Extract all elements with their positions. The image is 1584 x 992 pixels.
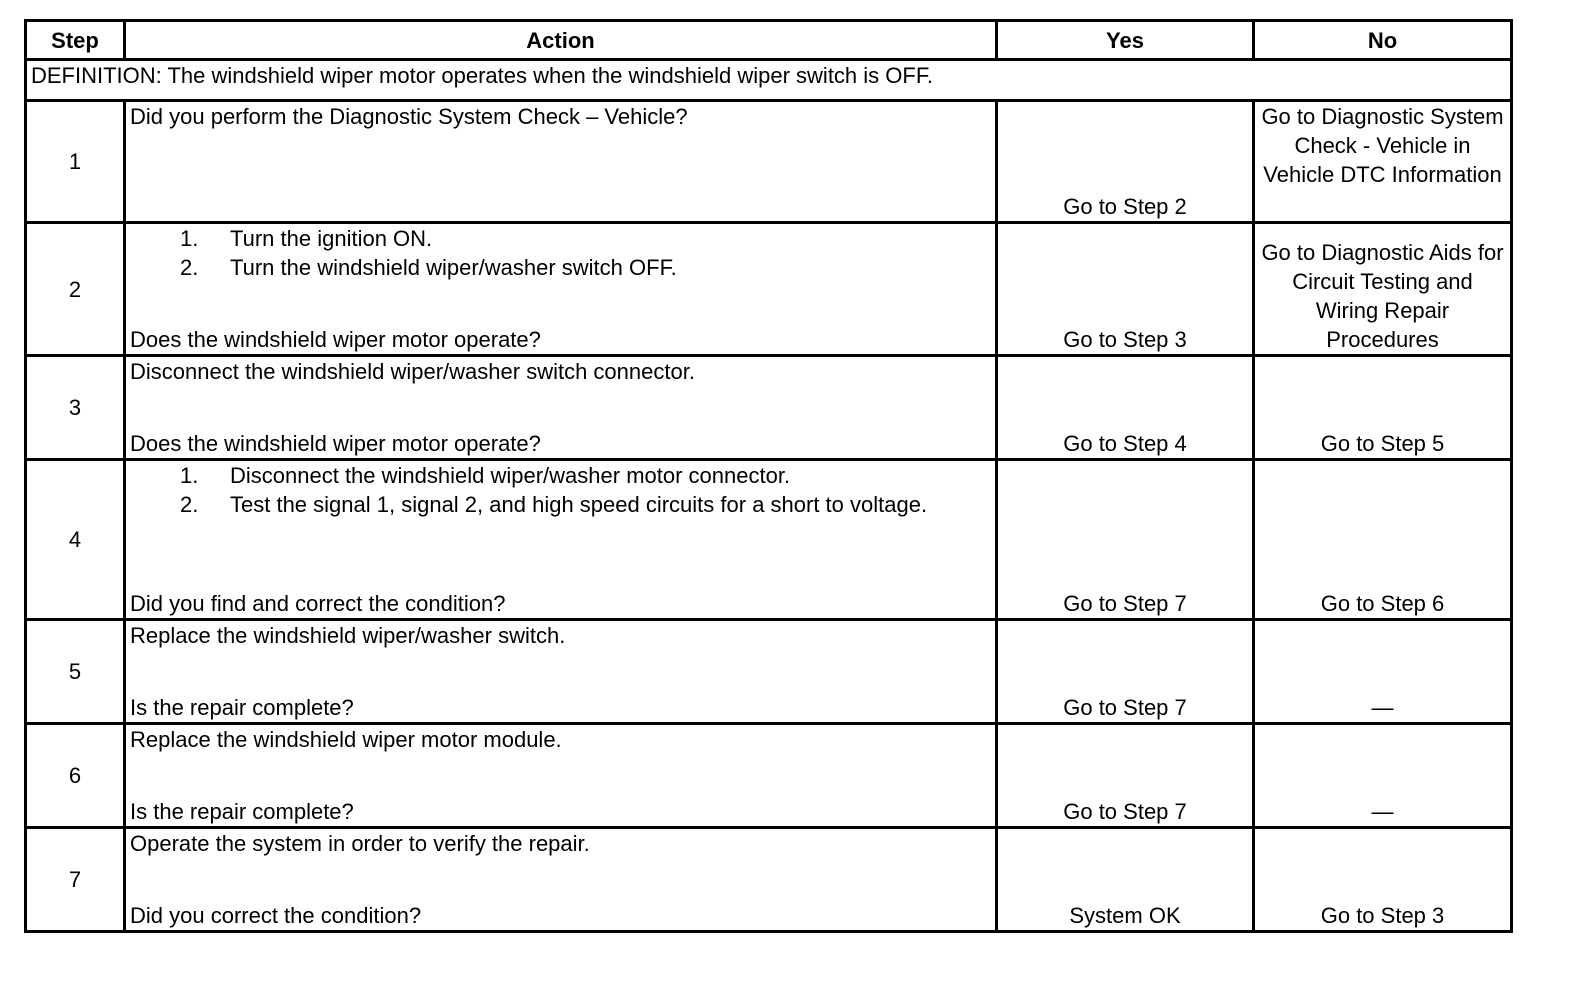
list-text: Turn the windshield wiper/washer switch OFF. — [230, 255, 677, 280]
action-cell — [125, 356, 997, 460]
action-question: Is the repair complete? — [130, 695, 354, 720]
list-text: Test the signal 1, signal 2, and high speed circuits for a short to voltage. — [230, 492, 928, 517]
step-number: 6 — [26, 724, 125, 828]
header-action: Action — [125, 21, 997, 60]
step-number: 7 — [26, 828, 125, 932]
action-cell — [125, 460, 997, 620]
yes-cell: Go to Step 2 — [997, 101, 1254, 223]
no-cell: — — [1254, 620, 1512, 724]
table-row — [26, 828, 1512, 932]
yes-cell: Go to Step 7 — [997, 460, 1254, 620]
header-row — [26, 21, 1512, 60]
action-cell — [125, 620, 997, 724]
step-number: 2 — [26, 223, 125, 356]
action-question: Is the repair complete? — [130, 799, 354, 824]
step-number: 5 — [26, 620, 125, 724]
action-question: Does the windshield wiper motor operate? — [130, 327, 541, 352]
table-row — [26, 223, 1512, 356]
table-row — [26, 356, 1512, 460]
list-number: 1. — [180, 463, 199, 488]
list-number: 1. — [180, 226, 199, 251]
list-number: 2. — [180, 492, 199, 517]
action-cell — [125, 101, 997, 223]
action-text: Replace the windshield wiper motor module. — [130, 727, 562, 752]
list-item — [180, 461, 991, 490]
header-yes: Yes — [997, 21, 1254, 60]
action-question: Did you find and correct the condition? — [130, 591, 506, 616]
no-cell: Go to Diagnostic Aids for Circuit Testing and Wiring Repair Procedures — [1254, 223, 1512, 356]
list-item — [180, 490, 991, 519]
definition-text: DEFINITION: The windshield wiper motor operates when the windshield wiper switch is OFF. — [26, 60, 1512, 101]
table-row — [26, 724, 1512, 828]
action-cell — [125, 724, 997, 828]
list-item — [180, 224, 991, 253]
action-text: Disconnect the windshield wiper/washer switch connector. — [130, 359, 695, 384]
action-list — [130, 224, 991, 282]
no-cell: Go to Step 5 — [1254, 356, 1512, 460]
action-text: Replace the windshield wiper/washer switch. — [130, 623, 566, 648]
yes-cell: Go to Step 7 — [997, 724, 1254, 828]
yes-cell: Go to Step 3 — [997, 223, 1254, 356]
yes-cell: Go to Step 7 — [997, 620, 1254, 724]
no-cell: Go to Step 6 — [1254, 460, 1512, 620]
action-text: Operate the system in order to verify the repair. — [130, 831, 590, 856]
action-question: Did you correct the condition? — [130, 903, 422, 928]
action-question: Does the windshield wiper motor operate? — [130, 431, 541, 456]
no-cell: Go to Step 3 — [1254, 828, 1512, 932]
list-number: 2. — [180, 255, 199, 280]
list-text: Turn the ignition ON. — [230, 226, 433, 251]
no-cell: Go to Diagnostic System Check - Vehicle in Vehicle DTC Information — [1254, 101, 1512, 223]
step-number: 3 — [26, 356, 125, 460]
definition-row — [26, 60, 1512, 101]
list-item — [180, 253, 991, 282]
list-text: Disconnect the windshield wiper/washer motor connector. — [230, 463, 791, 488]
action-cell — [125, 223, 997, 356]
table-row — [26, 620, 1512, 724]
header-no: No — [1254, 21, 1512, 60]
action-cell — [125, 828, 997, 932]
action-list — [130, 461, 991, 519]
table-row — [26, 101, 1512, 223]
yes-cell: System OK — [997, 828, 1254, 932]
action-text: Did you perform the Diagnostic System Check – Vehicle? — [130, 104, 688, 129]
yes-cell: Go to Step 4 — [997, 356, 1254, 460]
header-step: Step — [26, 21, 125, 60]
table-row — [26, 460, 1512, 620]
step-number: 1 — [26, 101, 125, 223]
no-cell: — — [1254, 724, 1512, 828]
diagnostic-table — [24, 19, 1513, 933]
step-number: 4 — [26, 460, 125, 620]
